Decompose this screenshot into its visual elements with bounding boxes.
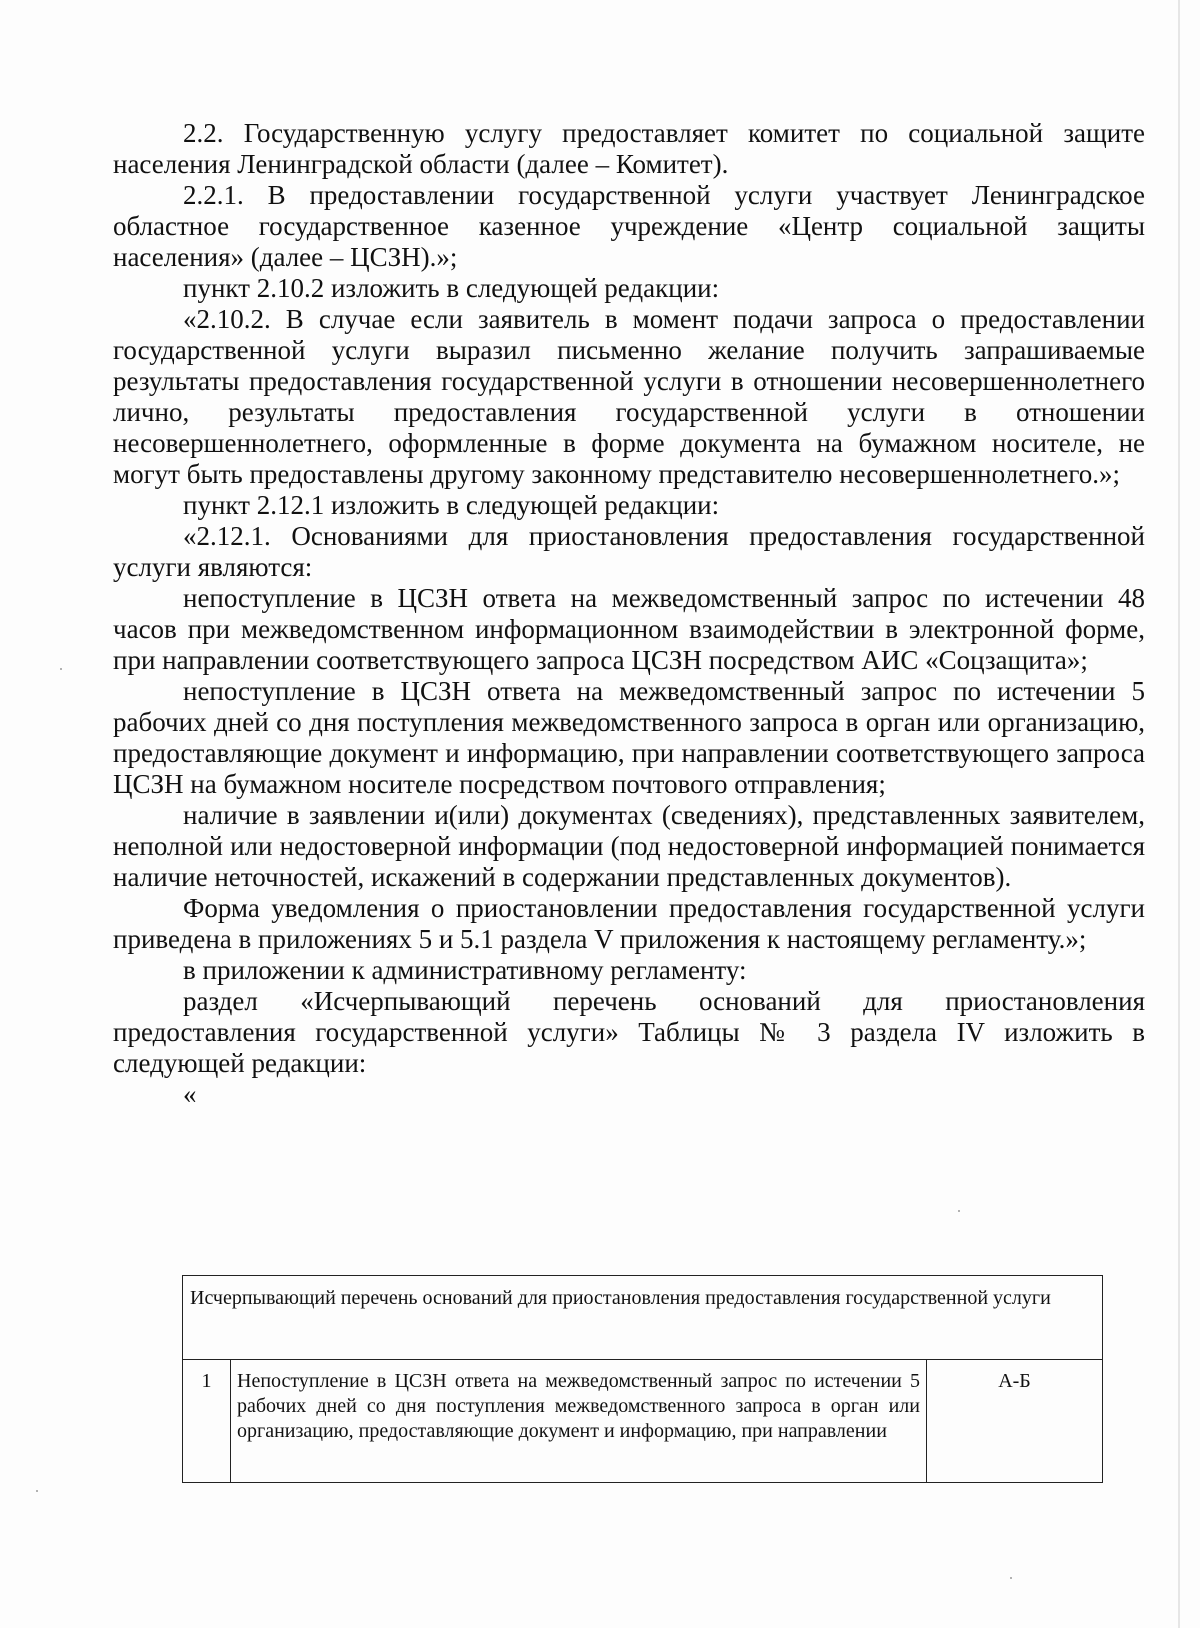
paragraph-2-2: 2.2. Государственную услугу предоставляет комитет по социальной защите населения Ленинградской области (далее – Комитет).	[113, 118, 1145, 179]
paragraph-instruction-2-12-1: пункт 2.12.1 изложить в следующей редакции:	[183, 490, 720, 520]
paragraph-appendix: в приложении к административному регламенту:	[183, 955, 747, 985]
row-text-cell: Непоступление в ЦСЗН ответа на межведомственный запрос по истечении 5 рабочих дней со дня поступления межведомственного запроса в орган или организацию, предоставляющие документ и информацию, при направлении	[231, 1360, 927, 1483]
opening-quote: «	[183, 1079, 197, 1109]
scan-speck	[958, 1210, 960, 1212]
scan-edge-shadow	[1178, 0, 1180, 1628]
paragraph-ground-5-days: непоступление в ЦСЗН ответа на межведомственный запрос по истечении 5 рабочих дней со дня поступления межведомственного запроса в орган или организацию, предоставляющие документ и информацию, при направлении соответствующего запроса ЦСЗН на бумажном носителе посредством почтового отправления;	[113, 676, 1145, 799]
table-header-row	[183, 1276, 1103, 1360]
paragraph-2-12-1: «2.12.1. Основаниями для приостановления предоставления государственной услуги являются:	[113, 521, 1145, 582]
paragraph-2-2-1: 2.2.1. В предоставлении государственной услуги участвует Ленинградское областное государственное казенное учреждение «Центр социальной защиты населения» (далее – ЦСЗН).»;	[113, 180, 1145, 272]
scan-speck	[60, 668, 62, 670]
paragraph-ground-incomplete-info: наличие в заявлении и(или) документах (сведениях), представленных заявителем, неполной или недостоверной информации (под недостоверной информацией понимается наличие неточностей, искажений в содержании представленных документов).	[113, 800, 1145, 892]
table-row	[183, 1360, 1103, 1483]
scan-speck	[1010, 1577, 1012, 1579]
paragraph-section-table-3: раздел «Исчерпывающий перечень оснований для приостановления предоставления государственной услуги» Таблицы № 3 раздела IV изложить в следующей редакции:	[113, 986, 1145, 1078]
row-code-cell: А-Б	[927, 1360, 1103, 1483]
paragraph-2-10-2: «2.10.2. В случае если заявитель в момент подачи запроса о предоставлении государственной услуги выразил письменно желание получить запрашиваемые результаты предоставления государственной услуги в отношении несовершеннолетнего лично, результаты предоставления государственной услуги в отношении несовершеннолетнего, оформленные в форме документа на бумажном носителе, не могут быть предоставлены другому законному представителю несовершеннолетнего.»;	[113, 304, 1145, 489]
row-number-cell: 1	[183, 1360, 231, 1483]
table-header-cell: Исчерпывающий перечень оснований для приостановления предоставления государственной услуги	[183, 1276, 1103, 1360]
grounds-table	[182, 1275, 1103, 1483]
paragraph-ground-48-hours: непоступление в ЦСЗН ответа на межведомственный запрос по истечении 48 часов при межведомственном информационном взаимодействии в электронной форме, при направлении соответствующего запроса ЦСЗН посредством АИС «Соцзащита»;	[113, 583, 1145, 675]
scan-speck	[36, 1490, 38, 1492]
paragraph-instruction-2-10-2: пункт 2.10.2 изложить в следующей редакции:	[183, 273, 720, 303]
document-body	[113, 118, 1145, 1110]
paragraph-notice-form: Форма уведомления о приостановлении предоставления государственной услуги приведена в приложениях 5 и 5.1 раздела V приложения к настоящему регламенту.»;	[113, 893, 1145, 954]
